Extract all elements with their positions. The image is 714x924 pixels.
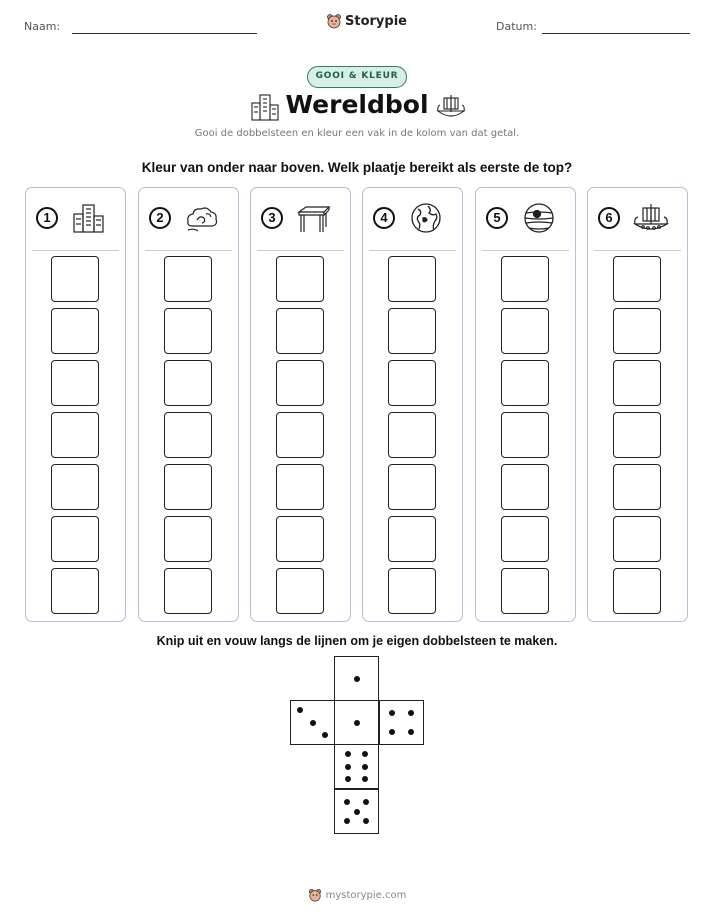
dice-face-3 [290, 700, 335, 745]
color-box[interactable] [613, 568, 661, 614]
dice-pip [345, 751, 351, 757]
buildings-icon [71, 202, 107, 234]
coloring-instruction: Kleur van onder naar boven. Welk plaatje bereikt als eerste de top? [141, 160, 573, 175]
color-box[interactable] [388, 308, 436, 354]
color-box[interactable] [501, 568, 549, 614]
dice-pip [322, 732, 328, 738]
footer [0, 888, 714, 902]
color-box[interactable] [501, 516, 549, 562]
color-box[interactable] [501, 256, 549, 302]
bear-icon [308, 888, 322, 902]
color-box[interactable] [388, 360, 436, 406]
color-box[interactable] [388, 464, 436, 510]
color-box[interactable] [388, 516, 436, 562]
color-box[interactable] [164, 412, 212, 458]
color-box[interactable] [164, 516, 212, 562]
color-box[interactable] [276, 308, 324, 354]
dice-pip [354, 809, 360, 815]
column-number-badge: 4 [373, 207, 395, 229]
color-box[interactable] [613, 412, 661, 458]
color-box[interactable] [388, 568, 436, 614]
color-box[interactable] [276, 256, 324, 302]
color-box[interactable] [501, 308, 549, 354]
subtitle: Gooi de dobbelsteen en kleur een vak in de kolom van dat getal. [194, 128, 520, 139]
color-box[interactable] [164, 256, 212, 302]
color-box[interactable] [276, 464, 324, 510]
table-icon [296, 202, 332, 234]
dice-pip [389, 710, 395, 716]
brand-name: Storypie [345, 13, 407, 29]
dice-pip [354, 676, 360, 682]
color-box[interactable] [613, 516, 661, 562]
dice-pip [363, 799, 369, 805]
dice-column-2 [138, 187, 239, 622]
dice-face-4 [379, 700, 424, 745]
bear-icon [326, 13, 342, 29]
color-box[interactable] [613, 464, 661, 510]
color-box[interactable] [388, 412, 436, 458]
cloud-swirl-icon [184, 202, 220, 234]
color-box[interactable] [276, 412, 324, 458]
color-box[interactable] [388, 256, 436, 302]
color-box[interactable] [613, 360, 661, 406]
date-line[interactable] [542, 33, 690, 34]
column-divider [482, 250, 569, 251]
color-box[interactable] [613, 308, 661, 354]
color-box[interactable] [164, 464, 212, 510]
dice-face-1 [334, 656, 379, 701]
column-number-badge: 1 [36, 207, 58, 229]
color-box[interactable] [164, 308, 212, 354]
dice-pip [345, 764, 351, 770]
dice-column-1 [25, 187, 126, 622]
viking-ship-icon [633, 202, 669, 234]
color-box[interactable] [51, 360, 99, 406]
dice-column-5 [475, 187, 576, 622]
column-number-badge: 3 [261, 207, 283, 229]
dice-pip [363, 818, 369, 824]
dice-pip [389, 729, 395, 735]
dice-pip [344, 818, 350, 824]
color-box[interactable] [276, 568, 324, 614]
column-divider [369, 250, 456, 251]
dice-face-6 [334, 744, 379, 789]
footer-url: mystorypie.com [325, 889, 407, 901]
page-title: Wereldbol [285, 90, 429, 119]
column-divider [257, 250, 344, 251]
name-label: Naam: [24, 20, 61, 33]
color-box[interactable] [276, 516, 324, 562]
color-box[interactable] [51, 256, 99, 302]
brand-logo [326, 13, 407, 29]
color-box[interactable] [51, 516, 99, 562]
cut-instruction: Knip uit en vouw langs de lijnen om je eigen dobbelsteen te maken. [156, 634, 558, 648]
viking-ship-icon [436, 93, 466, 121]
color-box[interactable] [613, 256, 661, 302]
color-box[interactable] [51, 464, 99, 510]
dice-pip [408, 729, 414, 735]
color-box[interactable] [164, 360, 212, 406]
color-box[interactable] [501, 412, 549, 458]
name-line[interactable] [72, 33, 257, 34]
dice-pip [354, 720, 360, 726]
dice-pip [345, 776, 351, 782]
dice-face-5 [334, 789, 379, 834]
color-box[interactable] [276, 360, 324, 406]
dice-pip [362, 764, 368, 770]
dice-pip [362, 776, 368, 782]
column-divider [145, 250, 232, 251]
dice-pip [408, 710, 414, 716]
color-box[interactable] [51, 568, 99, 614]
column-number-badge: 6 [598, 207, 620, 229]
color-box[interactable] [164, 568, 212, 614]
dice-pip [362, 751, 368, 757]
dice-column-4 [362, 187, 463, 622]
category-badge: GOOI & KLEUR [307, 66, 407, 88]
column-number-badge: 2 [149, 207, 171, 229]
dice-pip [297, 707, 303, 713]
date-label: Datum: [496, 20, 537, 33]
column-number-badge: 5 [486, 207, 508, 229]
dice-column-3 [250, 187, 351, 622]
dice-column-6 [587, 187, 688, 622]
planet-icon [521, 202, 557, 234]
color-box[interactable] [51, 412, 99, 458]
color-box[interactable] [501, 464, 549, 510]
dice-face-1 [334, 700, 379, 745]
color-box[interactable] [501, 360, 549, 406]
globe-icon [408, 202, 444, 234]
dice-pip [310, 720, 316, 726]
column-divider [594, 250, 681, 251]
color-box[interactable] [51, 308, 99, 354]
column-divider [32, 250, 119, 251]
dice-pip [344, 799, 350, 805]
